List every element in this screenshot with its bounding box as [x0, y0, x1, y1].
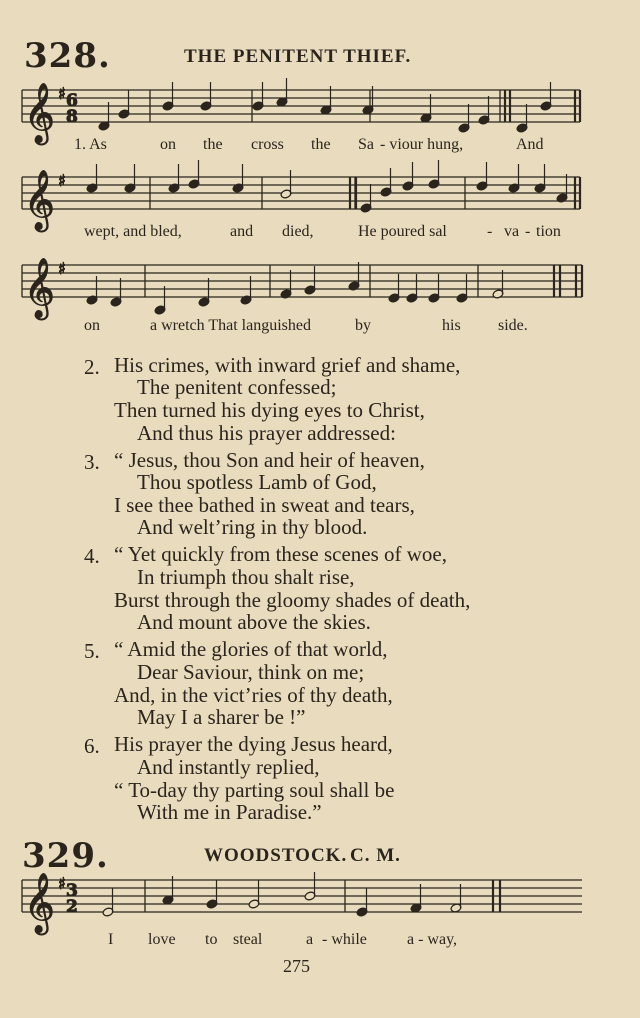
verse-line: In triumph thou shalt rise,	[137, 565, 355, 589]
lyric-syllable: on	[160, 136, 176, 153]
lyric-syllable: a - way,	[407, 931, 458, 948]
verse-line: And mount above the skies.	[137, 610, 371, 634]
time-signature-icon: 6	[66, 91, 78, 111]
verse-line: And thus his prayer addressed:	[137, 421, 396, 445]
verse-line: The penitent confessed;	[137, 375, 337, 399]
verse-line: Dear Saviour, think on me;	[137, 660, 365, 684]
treble-clef-icon: 𝄞	[24, 83, 55, 143]
lyric-syllable: died,	[282, 223, 314, 240]
verse-number: 3.	[84, 450, 100, 474]
lyric-syllable: a wretch That languished	[150, 317, 311, 334]
verse-line: “ Yet quickly from these scenes of woe,	[114, 542, 448, 566]
lyric-syllable: a	[306, 931, 314, 948]
lyric-syllable: He poured sal	[358, 223, 447, 240]
lyric-syllable: love	[148, 931, 176, 948]
lyric-syllable: - viour hung,	[380, 136, 464, 153]
verse-line: Thou spotless Lamb of God,	[137, 470, 377, 494]
sharp-icon: ♯	[58, 259, 66, 278]
lyric-syllable: 1. As	[74, 136, 107, 153]
verse-line: With me in Paradise.”	[137, 800, 322, 824]
verse-line: “ Jesus, thou Son and heir of heaven,	[114, 448, 425, 472]
verse-number: 6.	[84, 734, 100, 758]
lyric-syllable: cross	[251, 136, 284, 153]
verse-number: 5.	[84, 639, 100, 663]
lyric-syllable: on	[84, 317, 100, 334]
verse-number: 2.	[84, 355, 100, 379]
hymn-title: THE PENITENT THIEF.	[184, 46, 412, 67]
treble-clef-icon: 𝄞	[24, 170, 55, 230]
lyric-line-hymn2	[0, 931, 640, 951]
lyric-syllable: -	[487, 223, 493, 240]
verse-number: 4.	[84, 544, 100, 568]
hymn-title: WOODSTOCK.	[204, 845, 348, 866]
lyric-syllable: the	[311, 136, 331, 153]
lyric-syllable: And	[516, 136, 544, 153]
lyric-syllable: -	[525, 223, 531, 240]
lyric-syllable: and	[230, 223, 254, 240]
hymn-number: 329.	[22, 836, 109, 876]
time-signature-icon: 3	[66, 881, 78, 901]
hymn-meter: C. M.	[350, 845, 401, 866]
lyric-syllable: by	[355, 317, 371, 334]
lyric-syllable: Sa	[358, 136, 374, 153]
verse-line: And welt’ring in thy blood.	[137, 515, 368, 539]
verse-line: Burst through the gloomy shades of death,	[114, 588, 471, 612]
hymn-number: 328.	[24, 36, 111, 76]
verse-line: “ Amid the glories of that world,	[114, 637, 388, 661]
verse-line: “ To-day thy parting soul shall be	[114, 778, 395, 802]
verse-line: His crimes, with inward grief and shame,	[114, 353, 461, 377]
lyric-syllable: tion	[536, 223, 561, 240]
lyric-syllable: side.	[498, 317, 528, 334]
page-number: 275	[283, 956, 310, 976]
sharp-icon: ♯	[58, 171, 66, 190]
sharp-icon: ♯	[58, 874, 66, 893]
lyric-syllable: to	[205, 931, 218, 948]
lyric-syllable: wept, and bled,	[84, 223, 182, 240]
time-signature-icon: 8	[66, 107, 78, 127]
treble-clef-icon: 𝄞	[24, 258, 55, 318]
verse-line: Then turned his dying eyes to Christ,	[114, 398, 425, 422]
lyric-syllable: va	[504, 223, 520, 240]
lyric-syllable: the	[203, 136, 223, 153]
lyric-syllable: his	[442, 317, 461, 334]
lyric-syllable: - while	[322, 931, 367, 948]
verse-line: I see thee bathed in sweat and tears,	[114, 493, 415, 517]
sharp-icon: ♯	[58, 84, 66, 103]
lyric-syllable: I	[108, 931, 114, 948]
time-signature-icon: 2	[66, 897, 78, 917]
verse-line: His prayer the dying Jesus heard,	[114, 732, 393, 756]
verse-line: May I a sharer be !”	[137, 705, 306, 729]
treble-clef-icon: 𝄞	[24, 873, 55, 933]
verse-line: And, in the vict’ries of thy death,	[114, 683, 393, 707]
verse-line: And instantly replied,	[137, 755, 320, 779]
lyric-syllable: steal	[233, 931, 263, 948]
